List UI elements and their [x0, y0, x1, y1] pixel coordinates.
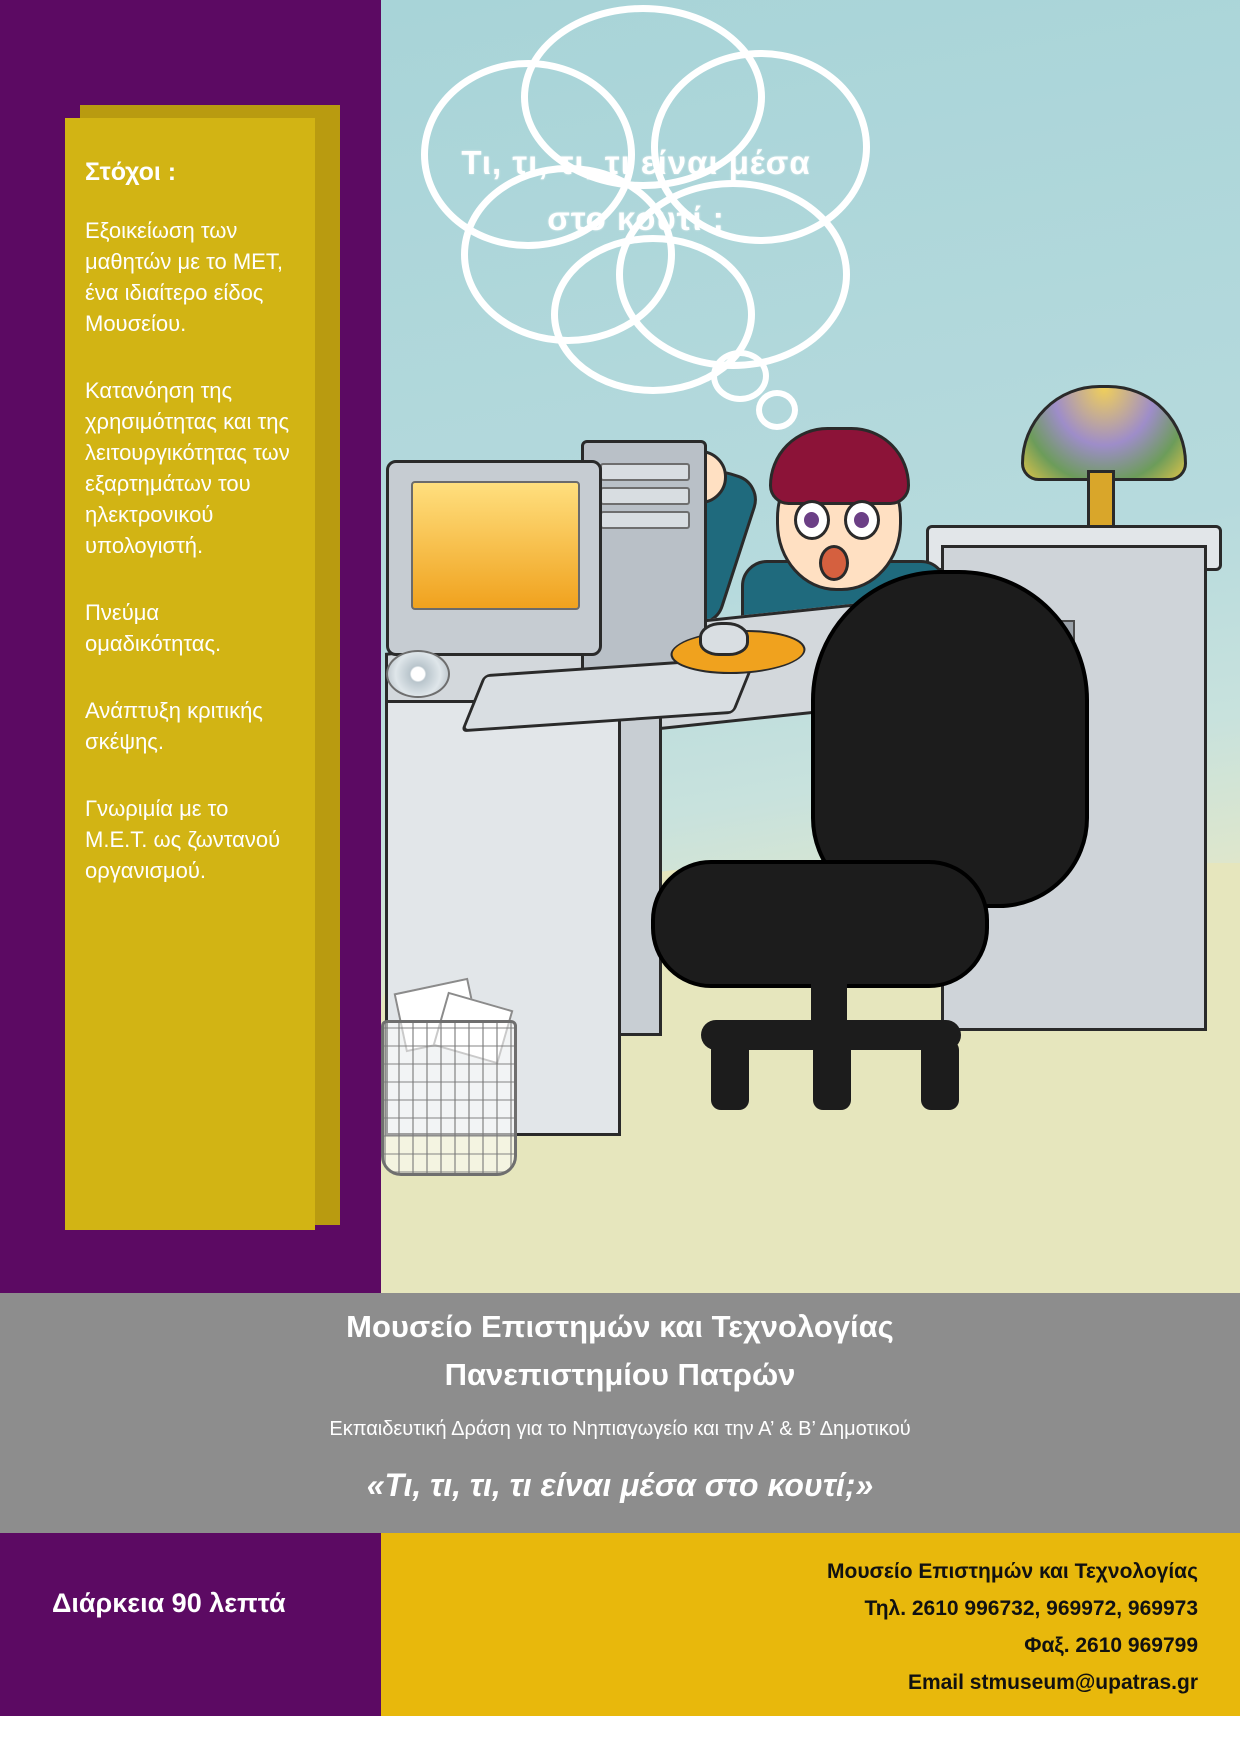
monitor-screen: [411, 481, 580, 610]
contact-line: Μουσείο Επιστημών και Τεχνολογίας: [827, 1560, 1198, 1583]
cd-disc: [386, 650, 450, 698]
goal-item: Εξοικείωση των μαθητών με το ΜΕΤ, ένα ιδιαίτερο είδος Μουσείου.: [85, 218, 283, 336]
bottom-white-strip: [0, 1716, 1240, 1754]
contact-line-email: Email stmuseum@upatras.gr: [907, 1671, 1198, 1694]
duration-label: Διάρκεια 90 λεπτά: [52, 1588, 286, 1618]
illustration-scene: [381, 0, 1240, 1293]
goal-item: Πνεύμα ομαδικότητας.: [85, 600, 222, 656]
chair-foot: [921, 1040, 959, 1110]
waste-bin: [381, 1020, 517, 1176]
activity-description: Εκπαιδευτική Δράση για το Νηπιαγωγείο και την Α’ & Β’ Δημοτικού: [329, 1418, 911, 1440]
title-banner: [0, 1293, 1240, 1533]
person-mouth: [819, 545, 849, 581]
activity-title-quote: «Τι, τι, τι, τι είναι μέσα στο κουτί;»: [366, 1467, 874, 1503]
lamp-shade: [1021, 385, 1187, 481]
chair-foot: [711, 1040, 749, 1110]
contact-line: Φαξ. 2610 969799: [1024, 1634, 1198, 1657]
thought-bubble-text: Τι, τι, τι, τι είναι μέσα στο κουτί ;: [461, 144, 811, 237]
contact-info: [827, 1553, 1198, 1701]
person-hair: [769, 427, 910, 505]
contact-line: Τηλ. 2610 996732, 969972, 969973: [864, 1597, 1198, 1620]
chair-foot: [813, 1040, 851, 1110]
museum-name-line-1: Μουσείο Επιστημών και Τεχνολογίας: [346, 1309, 894, 1344]
person-eye-right: [844, 500, 880, 540]
goals-panel: [65, 118, 315, 1230]
thought-bubble: [401, 5, 871, 395]
goals-title: Στόχοι :: [85, 158, 177, 186]
person-eye-left: [794, 500, 830, 540]
goal-item: Ανάπτυξη κριτικής σκέψης.: [85, 698, 263, 754]
museum-name-line-2: Πανεπιστημίου Πατρών: [444, 1357, 796, 1392]
chair-back: [811, 570, 1089, 908]
monitor: [386, 460, 602, 656]
mouse: [699, 622, 749, 656]
goal-item: Γνωριμία με το Μ.Ε.Τ. ως ζωντανού οργανισμού.: [85, 796, 281, 883]
goal-item: Κατανόηση της χρησιμότητας και της λειτουργικότητας των εξαρτημάτων του ηλεκτρονικού υπολογιστή.: [85, 378, 290, 558]
